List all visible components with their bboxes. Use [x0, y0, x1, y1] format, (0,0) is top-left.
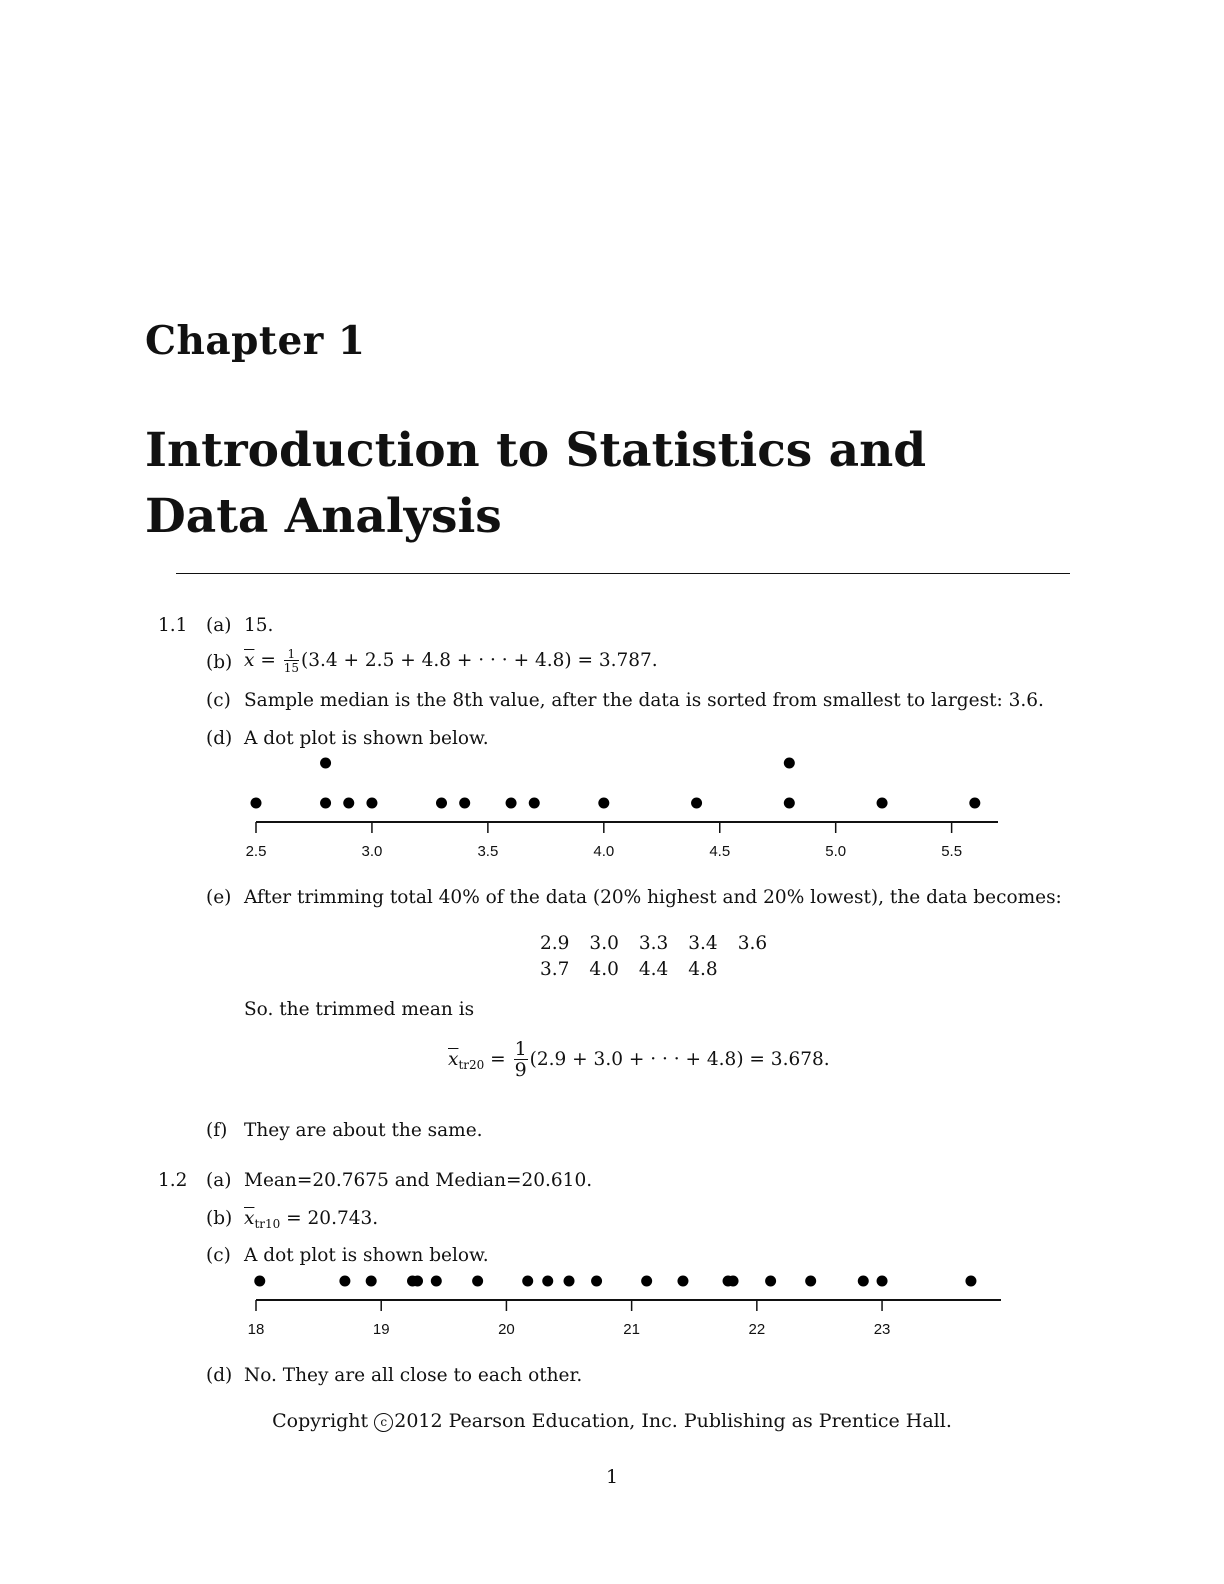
- data-point: [366, 798, 377, 809]
- part-label: (c): [206, 690, 231, 711]
- x-bar-symbol: $\overline{x}$: [448, 1049, 459, 1070]
- chapter-title: Introduction to Statistics and Data Analysis: [145, 423, 927, 544]
- formula-expression: (2.9 + 3.0 + · · · + 4.8) = 3.678.: [529, 1049, 830, 1070]
- x-tick-label: 2.5: [245, 843, 267, 860]
- data-point: [784, 798, 795, 809]
- data-point: [459, 798, 470, 809]
- dot-plot-1: [0, 750, 1224, 875]
- table-cell: 3.4: [688, 932, 718, 954]
- problem-number: 1.2: [158, 1170, 188, 1191]
- copyright-notice: [0, 1410, 1224, 1432]
- part-label: (b): [206, 1208, 233, 1229]
- trimmed-mean-formula: [448, 1040, 830, 1080]
- data-point: [784, 758, 795, 769]
- table-cell: 3.7: [540, 958, 570, 980]
- data-point: [598, 798, 609, 809]
- data-point: [320, 798, 331, 809]
- sample-mean-formula: [244, 648, 658, 674]
- table-cell: 4.4: [638, 958, 669, 980]
- equals-sign: =: [260, 650, 276, 671]
- part-label: (f): [206, 1120, 228, 1141]
- data-point: [472, 1276, 483, 1287]
- part-label: (d): [206, 1365, 233, 1386]
- copyright-text: 2012 Pearson Education, Inc. Publishing as Prentice Hall.: [394, 1410, 952, 1432]
- data-point: [641, 1276, 652, 1287]
- fraction-numerator: 1: [284, 648, 299, 661]
- fraction-denominator: 9: [514, 1059, 527, 1081]
- chapter-label: Chapter 1: [145, 318, 366, 364]
- x-tick-label: 18: [247, 1321, 265, 1338]
- answer-text: After trimming total 40% of the data (20% highest and 20% lowest), the data becomes:: [244, 887, 1062, 908]
- fraction-denominator: 15: [283, 661, 300, 675]
- data-point: [564, 1276, 575, 1287]
- subscript: tr20: [458, 1058, 485, 1072]
- x-tick-label: 4.0: [593, 843, 615, 860]
- data-point: [522, 1276, 533, 1287]
- x-tick-label: 5.0: [825, 843, 847, 860]
- x-tick-label: 23: [873, 1321, 891, 1338]
- x-tick-label: 3.5: [477, 843, 499, 860]
- part-label: (a): [206, 615, 232, 636]
- data-point: [965, 1276, 976, 1287]
- table-row: [530, 930, 777, 956]
- part-label: (a): [206, 1170, 232, 1191]
- x-tick-label: 4.5: [709, 843, 731, 860]
- table-cell: 3.3: [638, 932, 669, 954]
- data-point: [251, 798, 262, 809]
- data-point: [591, 1276, 602, 1287]
- data-point: [339, 1276, 350, 1287]
- data-point: [969, 798, 980, 809]
- data-point: [805, 1276, 816, 1287]
- data-point: [320, 758, 331, 769]
- data-point: [254, 1276, 265, 1287]
- x-tick-label: 5.5: [941, 843, 963, 860]
- data-point: [542, 1276, 553, 1287]
- data-point: [877, 798, 888, 809]
- part-label: (b): [206, 652, 233, 673]
- page-number: 1: [605, 1466, 619, 1488]
- x-tick-label: 22: [748, 1321, 766, 1338]
- dot-plot-2: [0, 1262, 1224, 1352]
- data-point: [366, 1276, 377, 1287]
- table-cell: 4.8: [688, 958, 718, 980]
- x-bar-symbol: $\overline{x}$: [244, 1208, 255, 1229]
- answer-text: A dot plot is shown below.: [244, 728, 489, 749]
- table-cell: 2.9: [540, 932, 570, 954]
- part-label: (d): [206, 728, 233, 749]
- table-row: [530, 956, 777, 982]
- data-point: [677, 1276, 688, 1287]
- answer-text: They are about the same.: [244, 1120, 483, 1141]
- data-point: [431, 1276, 442, 1287]
- part-label: (c): [206, 1245, 231, 1266]
- section-divider: [176, 573, 1070, 574]
- trimmed-data-table: [530, 930, 777, 982]
- copyright-prefix: Copyright: [272, 1410, 369, 1432]
- x-tick-label: 21: [623, 1321, 640, 1338]
- answer-text: Mean=20.7675 and Median=20.610.: [244, 1170, 593, 1191]
- x-bar-symbol: $\overline{x}$: [244, 650, 255, 671]
- table-cell: 4.0: [589, 958, 619, 980]
- part-label: (e): [206, 887, 232, 908]
- data-point: [412, 1276, 423, 1287]
- data-point: [858, 1276, 869, 1287]
- equals-sign: =: [490, 1049, 506, 1070]
- data-point: [343, 798, 354, 809]
- data-point: [506, 798, 517, 809]
- answer-text: Sample median is the 8th value, after the data is sorted from smallest to largest: 3.6.: [244, 690, 1044, 711]
- data-point: [765, 1276, 776, 1287]
- problem-number: 1.1: [158, 615, 188, 636]
- formula-expression: (3.4 + 2.5 + 4.8 + · · · + 4.8) = 3.787.: [301, 650, 658, 671]
- table-cell: 3.0: [589, 932, 619, 954]
- data-point: [728, 1276, 739, 1287]
- x-tick-label: 3.0: [361, 843, 383, 860]
- answer-text: No. They are all close to each other.: [244, 1365, 583, 1386]
- table-cell: 3.6: [737, 932, 768, 954]
- fraction: [284, 648, 299, 674]
- answer-text: A dot plot is shown below.: [244, 1245, 489, 1266]
- table-cell: [728, 956, 777, 982]
- data-point: [529, 798, 540, 809]
- fraction-numerator: 1: [514, 1038, 527, 1060]
- subscript: tr10: [254, 1217, 281, 1231]
- answer-text: So. the trimmed mean is: [244, 999, 475, 1020]
- data-point: [691, 798, 702, 809]
- copyright-symbol: c: [374, 1413, 393, 1432]
- formula-expression: = 20.743.: [280, 1208, 379, 1229]
- data-point: [436, 798, 447, 809]
- fraction: [514, 1040, 528, 1080]
- answer-text: 15.: [244, 615, 274, 636]
- x-tick-label: 19: [372, 1321, 390, 1338]
- trimmed-mean-value: [244, 1208, 378, 1231]
- data-point: [877, 1276, 888, 1287]
- x-tick-label: 20: [498, 1321, 515, 1338]
